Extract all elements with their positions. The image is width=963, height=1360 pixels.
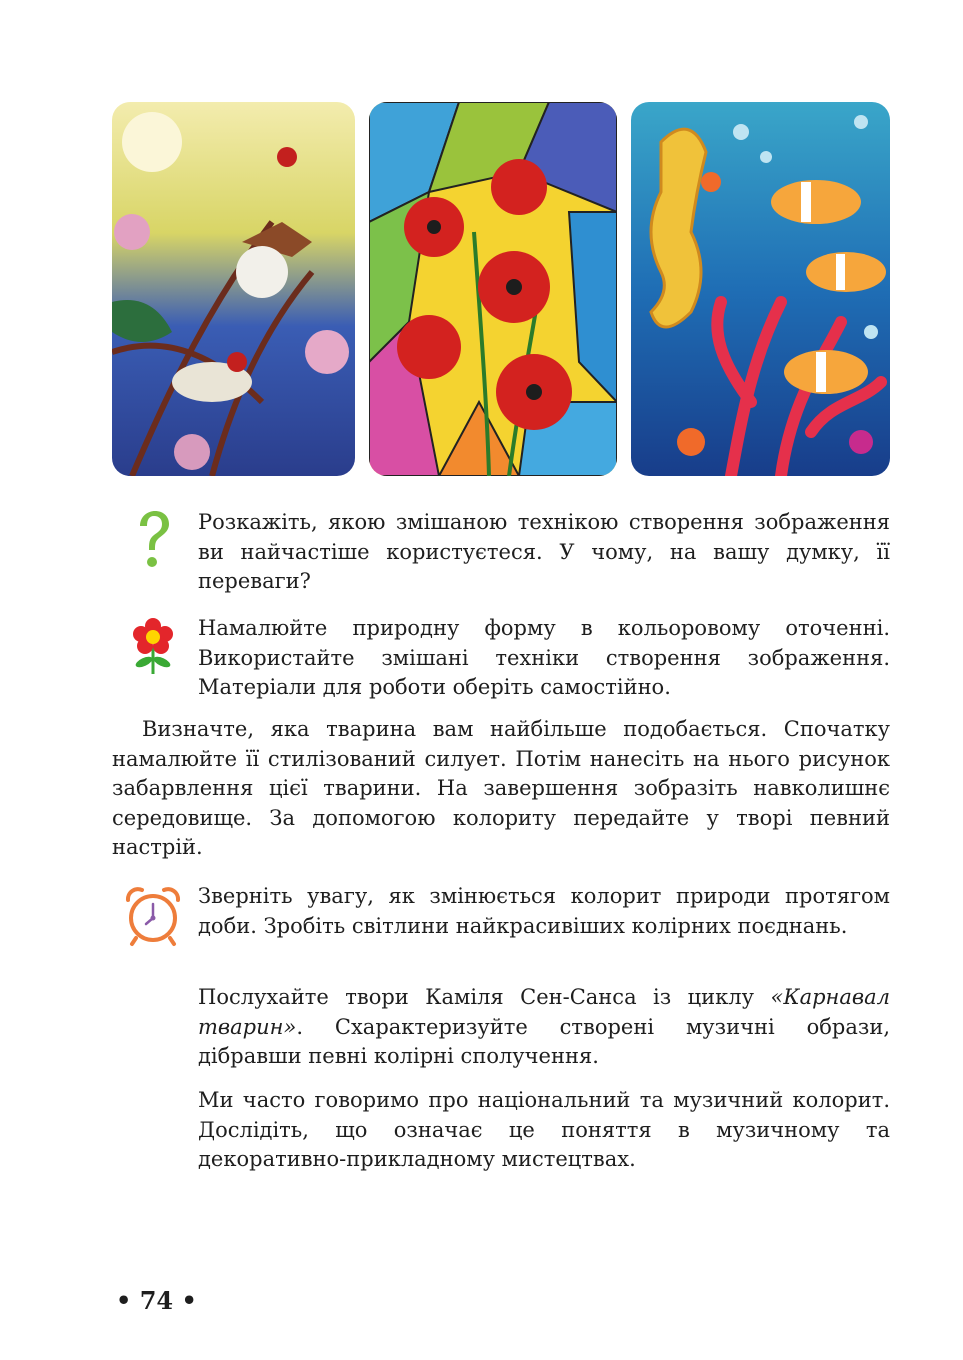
poppies-stained-glass bbox=[369, 102, 617, 476]
homework-text-2-start: Послухайте твори Каміля Сен-Санса із циклу bbox=[198, 985, 771, 1009]
flower-icon bbox=[132, 618, 174, 676]
homework-text-2-end: . Схарактеризуйте створені музичні образи, дібравши певні колірні сполучення. bbox=[198, 1014, 890, 1068]
homework-text-3: Ми часто говоримо про національний та музичний колорит. Дослідіть, що означає це поняття в музичному та декоративно-прикладному мистецтвах. bbox=[198, 1088, 890, 1171]
page-number: • 74 • bbox=[116, 1286, 197, 1315]
homework-text-2 bbox=[198, 983, 890, 1072]
work-title: «Карнавал тварин» bbox=[198, 985, 890, 1039]
goldfinches-painting bbox=[112, 102, 355, 476]
homework-text-1: Зверніть увагу, як змінюється колорит природи протягом доби. Зробіть світлини найкрасивіших колірних поєднань. bbox=[198, 884, 890, 938]
question-text: Розкажіть, якою змішаною технікою створення зображення ви найчастіше користуєтеся. У чому, на вашу думку, її переваги? bbox=[198, 510, 890, 593]
illustration-row bbox=[112, 102, 890, 476]
seahorse-reef-painting bbox=[631, 102, 890, 476]
alarm-clock-icon bbox=[124, 886, 182, 948]
question-mark-icon bbox=[136, 510, 172, 572]
task-text: Намалюйте природну форму в кольоровому оточенні. Використайте змішані техніки створення зображення. Матеріали для роботи оберіть самостійно. bbox=[198, 616, 890, 699]
exercise-text: Визначте, яка тварина вам найбільше подобається. Спочатку намалюйте її стилізований силует. Потім нанесіть на нього рисунок забарвлення цієї тварини. На завершення зобразіть навколишнє середовище. За допомогою колориту передайте у творі певний настрій. bbox=[112, 717, 890, 859]
